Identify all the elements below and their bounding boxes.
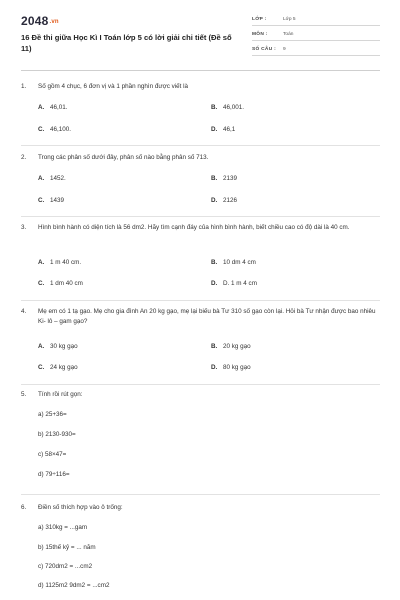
subquestion-a: a) 25+36= <box>38 411 67 418</box>
option-a[interactable] <box>38 174 66 184</box>
logo-text: 2048 <box>21 14 49 28</box>
subquestion-d: d) 79÷116= <box>38 471 70 478</box>
option-b[interactable] <box>211 174 237 184</box>
option-text: 30 kg gạo <box>50 343 78 350</box>
option-text: 80 kg gạo <box>223 364 251 371</box>
question-divider <box>21 300 380 301</box>
option-label: B. <box>211 104 218 111</box>
option-a[interactable] <box>38 258 81 268</box>
question-text: Trong các phân số dưới đây, phân số nào bằng phân số 713. <box>38 154 209 161</box>
option-d[interactable] <box>211 279 257 289</box>
question-text: Mẹ em có 1 tạ gạo. Mẹ cho gia đình An 20 kg gạo, mẹ lại biếu bà Tư 310 số gạo còn lại. Hỏi bà Tư nhận được bao nhiêu Ki- lô – gam gạo? <box>38 308 376 325</box>
site-logo[interactable] <box>21 14 59 28</box>
option-text: 1 m 40 cm. <box>50 259 82 266</box>
option-c[interactable] <box>38 279 83 289</box>
option-c[interactable] <box>38 363 78 373</box>
option-label: B. <box>211 343 218 350</box>
option-text: 20 kg gạo <box>223 343 251 350</box>
subquestion-b: b) 2130-930= <box>38 431 76 438</box>
logo-suffix: .vn <box>49 19 59 25</box>
question-number: 3. <box>21 224 27 231</box>
option-c[interactable] <box>38 125 71 135</box>
option-text: 2126 <box>223 197 238 204</box>
question-text: Điền số thích hợp vào ô trống: <box>38 504 123 511</box>
option-b[interactable] <box>211 342 251 352</box>
option-label: C. <box>38 197 45 204</box>
subquestion-d: d) 1125m2 9dm2 = ...cm2 <box>38 582 110 589</box>
subquestion-a: a) 310kg = ...gam <box>38 524 88 531</box>
option-label: C. <box>38 364 45 371</box>
meta-key: MÔN : <box>252 32 268 37</box>
meta-value: 9 <box>283 47 286 52</box>
option-label: B. <box>211 175 218 182</box>
meta-value: Toán <box>283 32 294 37</box>
option-text: 1 dm 40 cm <box>50 280 83 287</box>
option-text: 24 kg gạo <box>50 364 78 371</box>
option-c[interactable] <box>38 196 64 206</box>
option-label: A. <box>38 259 45 266</box>
question-number: 2. <box>21 154 27 161</box>
question-divider <box>21 145 380 146</box>
option-b[interactable] <box>211 103 244 113</box>
question-number: 4. <box>21 308 27 315</box>
question-number: 5. <box>21 391 27 398</box>
subquestion-c: c) 720dm2 = ...cm2 <box>38 563 93 570</box>
option-label: A. <box>38 104 45 111</box>
option-text: 46,1 <box>223 126 236 133</box>
document-title: 16 Đề thi giữa Học Kì I Toán lớp 5 có lời giải chi tiết (Đề số 11) <box>21 33 232 53</box>
subquestion-c: c) 58×47= <box>38 451 67 458</box>
option-label: B. <box>211 259 218 266</box>
meta-row-subject <box>252 29 380 41</box>
meta-key: LỚP : <box>252 17 267 22</box>
option-b[interactable] <box>211 258 256 268</box>
question-number: 1. <box>21 83 27 90</box>
option-d[interactable] <box>211 196 237 206</box>
question-number: 6. <box>21 504 27 511</box>
option-text: 1452. <box>50 175 66 182</box>
question-text: Tính rồi rút gọn: <box>38 391 83 398</box>
option-text: D. 1 m 4 cm <box>223 280 257 287</box>
option-text: 2139 <box>223 175 238 182</box>
option-a[interactable] <box>38 103 68 113</box>
option-label: A. <box>38 343 45 350</box>
option-text: 46,100. <box>50 126 72 133</box>
option-text: 46,01. <box>50 104 68 111</box>
question-divider <box>21 216 380 217</box>
question-divider <box>21 494 380 495</box>
option-label: C. <box>38 280 45 287</box>
subquestion-b: b) 15thế kỷ = ... năm <box>38 544 96 551</box>
option-a[interactable] <box>38 342 78 352</box>
option-label: D. <box>211 280 218 287</box>
option-label: D. <box>211 126 218 133</box>
option-text: 1439 <box>50 197 65 204</box>
meta-value: Lớp 5 <box>283 17 296 22</box>
option-label: D. <box>211 364 218 371</box>
meta-key: SỐ CÂU : <box>252 47 276 52</box>
option-text: 46,001. <box>223 104 245 111</box>
question-text: Hình bình hành có diện tích là 56 dm2. Hãy tìm cạnh đáy của hình bình hành, biết chiều cao có độ dài là 40 cm. <box>38 224 350 231</box>
question-divider <box>21 384 380 385</box>
meta-row-count <box>252 44 380 56</box>
option-label: D. <box>211 197 218 204</box>
option-text: 10 dm 4 cm <box>223 259 256 266</box>
header-divider <box>21 70 380 71</box>
option-d[interactable] <box>211 125 235 135</box>
option-label: A. <box>38 175 45 182</box>
option-label: C. <box>38 126 45 133</box>
question-text: Số gồm 4 chục, 6 đơn vị và 1 phần nghìn được viết là <box>38 83 189 90</box>
option-d[interactable] <box>211 363 251 373</box>
meta-row-class <box>252 14 380 26</box>
